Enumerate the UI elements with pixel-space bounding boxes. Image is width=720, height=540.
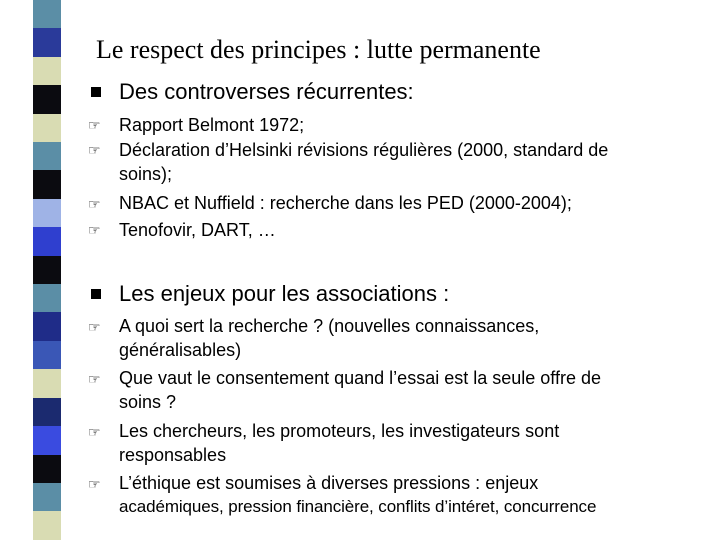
stripe-block [33,85,61,113]
stripe-block [33,199,61,227]
list-item: L’éthique est soumises à diverses pressions : enjeux [119,473,539,493]
stripe-block [33,398,61,426]
pointing-hand-icon: ☞ [88,222,101,238]
stripe-block [33,284,61,312]
stripe-block [33,455,61,483]
stripe-block [33,369,61,397]
stripe-block [33,142,61,170]
pointing-hand-icon: ☞ [88,371,101,387]
stripe-block [33,426,61,454]
list-item-continuation: académiques, pression financière, conflits d’intéret, concurrence [119,497,597,516]
stripe-block [33,28,61,56]
list-item-continuation: responsables [119,445,227,465]
pointing-hand-icon: ☞ [88,424,101,440]
list-item: Les chercheurs, les promoteurs, les investigateurs sont [119,421,560,441]
decorative-stripe [33,0,61,540]
list-item: Tenofovir, DART, … [119,220,276,240]
square-bullet-icon [91,87,101,97]
section-heading: Des controverses récurrentes: [119,79,414,104]
stripe-block [33,483,61,511]
section-heading: Les enjeux pour les associations : [119,281,450,306]
stripe-block [33,341,61,369]
pointing-hand-icon: ☞ [88,476,101,492]
stripe-block [33,312,61,340]
stripe-block [33,57,61,85]
list-item-continuation: soins); [119,164,173,184]
list-item: Que vaut le consentement quand l’essai est la seule offre de [119,368,601,388]
pointing-hand-icon: ☞ [88,117,101,133]
list-item: A quoi sert la recherche ? (nouvelles connaissances, [119,316,540,336]
pointing-hand-icon: ☞ [88,196,101,212]
stripe-block [33,170,61,198]
stripe-block [33,0,61,28]
slide-title: Le respect des principes : lutte permanente [96,35,541,64]
list-item: Rapport Belmont 1972; [119,115,305,135]
stripe-block [33,511,61,539]
stripe-block [33,114,61,142]
list-item-continuation: généralisables) [119,340,242,360]
pointing-hand-icon: ☞ [88,319,101,335]
list-item-continuation: soins ? [119,392,177,412]
stripe-block [33,256,61,284]
square-bullet-icon [91,289,101,299]
list-item: Déclaration d’Helsinki révisions régulières (2000, standard de [119,140,609,160]
list-item: NBAC et Nuffield : recherche dans les PED (2000-2004); [119,193,572,213]
pointing-hand-icon: ☞ [88,142,101,158]
stripe-block [33,227,61,255]
